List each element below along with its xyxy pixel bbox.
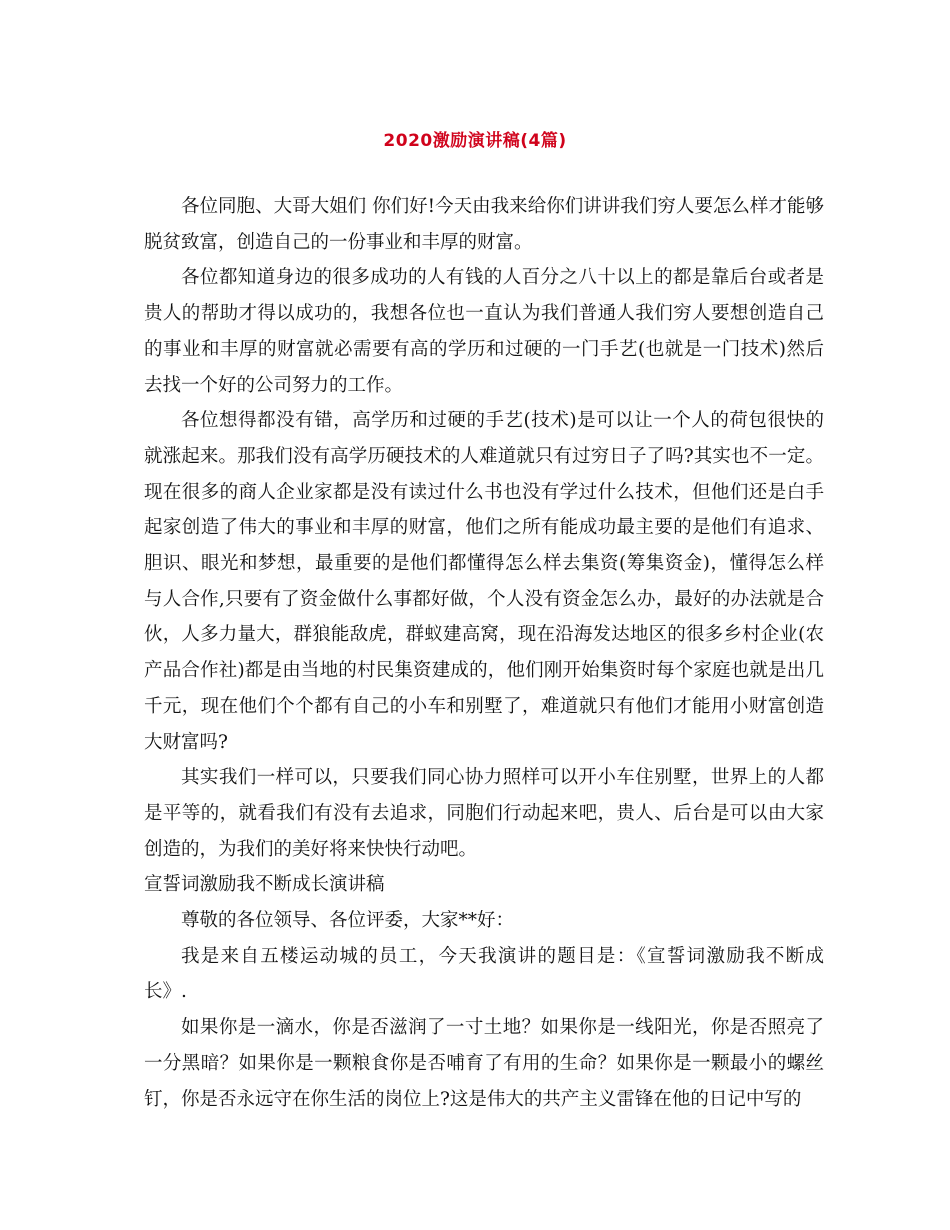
section-paragraph-3: 如果你是一滴水，你是否滋润了一寸土地？如果你是一线阳光，你是否照亮了一分黑暗？如果你是一颗粮食你是否哺育了有用的生命？如果你是一颗最小的螺丝钉，你是否永远守在你生活的岗位上?这是伟大的共产主义雷锋在他的日记中写的 [144, 1017, 824, 1110]
section-paragraph-1: 尊敬的各位领导、各位评委，大家**好： [181, 910, 515, 932]
section-paragraph-2: 我是来自五楼运动城的员工，今天我演讲的题目是：《宣誓词激励我不断成长》. [144, 945, 824, 1003]
section-heading: 宣誓词激励我不断成长演讲稿 [144, 874, 385, 896]
paragraph-2: 各位都知道身边的很多成功的人有钱的人百分之八十以上的都是靠后台或者是贵人的帮助才得以成功的，我想各位也一直认为我们普通人我们穷人要想创造自己的事业和丰厚的财富就必需要有高的学历和过硬的一门手艺(也就是一门技术)然后去找一个好的公司努力的工作。 [144, 267, 824, 396]
document-title: 2020激励演讲稿(4篇) [383, 131, 567, 151]
paragraph-1: 各位同胞、大哥大姐们 你们好!今天由我来给你们讲讲我们穷人要怎么样才能够脱贫致富，创造自己的一份事业和丰厚的财富。 [144, 196, 824, 253]
document-body [144, 189, 824, 1117]
paragraph-4: 其实我们一样可以，只要我们同心协力照样可以开小车住别墅，世界上的人都是平等的，就看我们有没有去追求，同胞们行动起来吧，贵人、后台是可以由大家创造的，为我们的美好将来快快行动吧。 [144, 767, 824, 860]
paragraph-3: 各位想得都没有错，高学历和过硬的手艺(技术)是可以让一个人的荷包很快的就涨起来。那我们没有高学历硬技术的人难道就只有过穷日子了吗?其实也不一定。现在很多的商人企业家都是没有读过什么书也没有学过什么技术，但他们还是白手起家创造了伟大的事业和丰厚的财富，他们之所有能成功最主要的是他们有追求、胆识、眼光和梦想，最重要的是他们都懂得怎么样去集资(筹集资金)，懂得怎么样与人合作,只要有了资金做什么事都好做，个人没有资金怎么办，最好的办法就是合伙，人多力量大，群狼能敌虎，群蚁建高窝，现在沿海发达地区的很多乡村企业(农产品合作社)都是由当地的村民集资建成的，他们刚开始集资时每个家庭也就是出几千元，现在他们个个都有自己的小车和别墅了，难道就只有他们才能用小财富创造大财富吗? [144, 410, 824, 753]
